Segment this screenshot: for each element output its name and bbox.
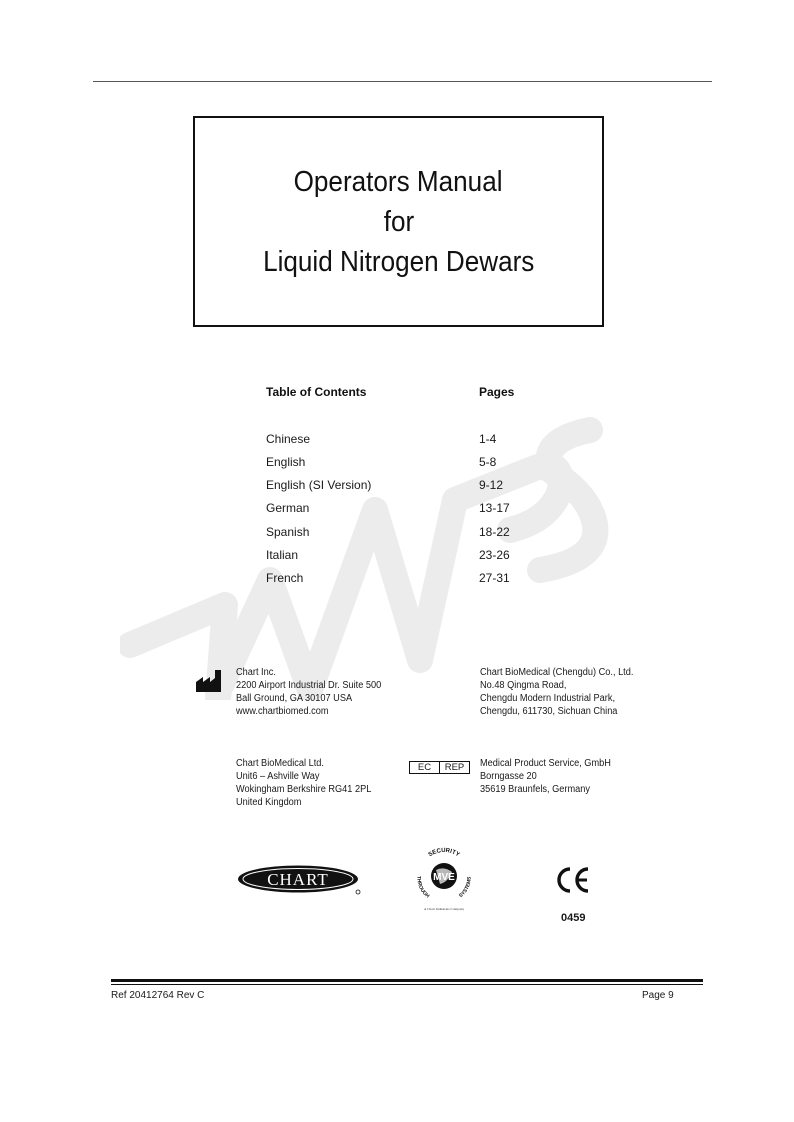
toc-item-pages: 27-31 xyxy=(479,571,510,585)
toc-item-pages: 18-22 xyxy=(479,525,510,539)
address-line: Chart Inc. xyxy=(236,667,276,678)
toc-item-pages: 9-12 xyxy=(479,478,504,492)
address-line: Medical Product Service, GmbH xyxy=(480,758,611,769)
address-line: Chart BioMedical Ltd. xyxy=(236,758,324,769)
title-box xyxy=(193,116,604,327)
address-line: Chart BioMedical (Chengdu) Co., Ltd. xyxy=(480,667,634,678)
toc-item-label: Spanish xyxy=(266,525,310,539)
ec-rep-address xyxy=(480,757,611,796)
ce-mark xyxy=(556,866,592,894)
address-line: www.chartbiomed.com xyxy=(236,706,329,717)
manufacturer-us-address xyxy=(236,666,381,718)
toc-pages-heading: Pages xyxy=(479,385,515,399)
footer-page-number: Page 9 xyxy=(642,990,674,1001)
title-line-2: for xyxy=(383,205,414,238)
watermark-logo xyxy=(120,400,620,700)
header-rule xyxy=(93,81,712,82)
manufacturer-cn-address xyxy=(480,666,633,718)
toc-item-label: English (SI Version) xyxy=(266,478,372,492)
mve-tagline: A Chart Industries Company xyxy=(423,907,465,911)
toc-item-label: French xyxy=(266,571,304,585)
toc-item-pages: 1-4 xyxy=(479,432,497,446)
mve-top-text: SECURITY xyxy=(427,847,461,859)
svg-text:SECURITY xyxy=(428,848,461,858)
toc-item-pages: 23-26 xyxy=(479,548,510,562)
toc-item-label: English xyxy=(266,455,306,469)
mve-right-text: SYSTEMS xyxy=(458,876,473,900)
ec-label: EC xyxy=(410,762,440,773)
toc-item-label: German xyxy=(266,501,310,515)
address-line: Borngasse 20 xyxy=(480,771,537,782)
address-line: 2200 Airport Industrial Dr. Suite 500 xyxy=(236,680,382,691)
toc-item-label: Chinese xyxy=(266,432,311,446)
address-line: United Kingdom xyxy=(236,797,302,808)
address-line: No.48 Qingma Road, xyxy=(480,680,567,691)
office-uk-address xyxy=(236,757,371,809)
address-line: Chengdu Modern Industrial Park, xyxy=(480,693,616,704)
toc-item-pages: 5-8 xyxy=(479,455,497,469)
title-line-1: Operators Manual xyxy=(294,165,503,198)
address-line: Ball Ground, GA 30107 USA xyxy=(236,693,353,704)
svg-text:THROUGH xyxy=(415,876,430,900)
address-line: 35619 Braunfels, Germany xyxy=(480,784,590,795)
footer-rule-thin xyxy=(111,984,703,985)
toc-item-label: Italian xyxy=(266,548,299,562)
svg-text:SYSTEMS xyxy=(458,876,472,899)
mve-logo xyxy=(408,842,480,914)
address-line: Chengdu, 611730, Sichuan China xyxy=(480,706,618,717)
title-line-3: Liquid Nitrogen Dewars xyxy=(262,245,535,278)
factory-icon xyxy=(196,670,222,692)
mve-left-text: THROUGH xyxy=(415,875,431,900)
footer-rule xyxy=(111,979,703,982)
chart-logo-text: CHART xyxy=(267,870,329,889)
chart-logo xyxy=(236,864,364,896)
mve-center-text: MVE xyxy=(433,872,455,883)
address-line: Wokingham Berkshire RG41 2PL xyxy=(236,784,372,795)
ec-rep-symbol xyxy=(409,761,470,774)
toc-heading: Table of Contents xyxy=(266,385,367,399)
footer-ref: Ref 20412764 Rev C xyxy=(111,990,205,1001)
rep-label: REP xyxy=(444,762,465,773)
toc-item-pages: 13-17 xyxy=(479,501,510,515)
ce-number: 0459 xyxy=(561,912,586,924)
address-line: Unit6 – Ashville Way xyxy=(236,771,320,782)
